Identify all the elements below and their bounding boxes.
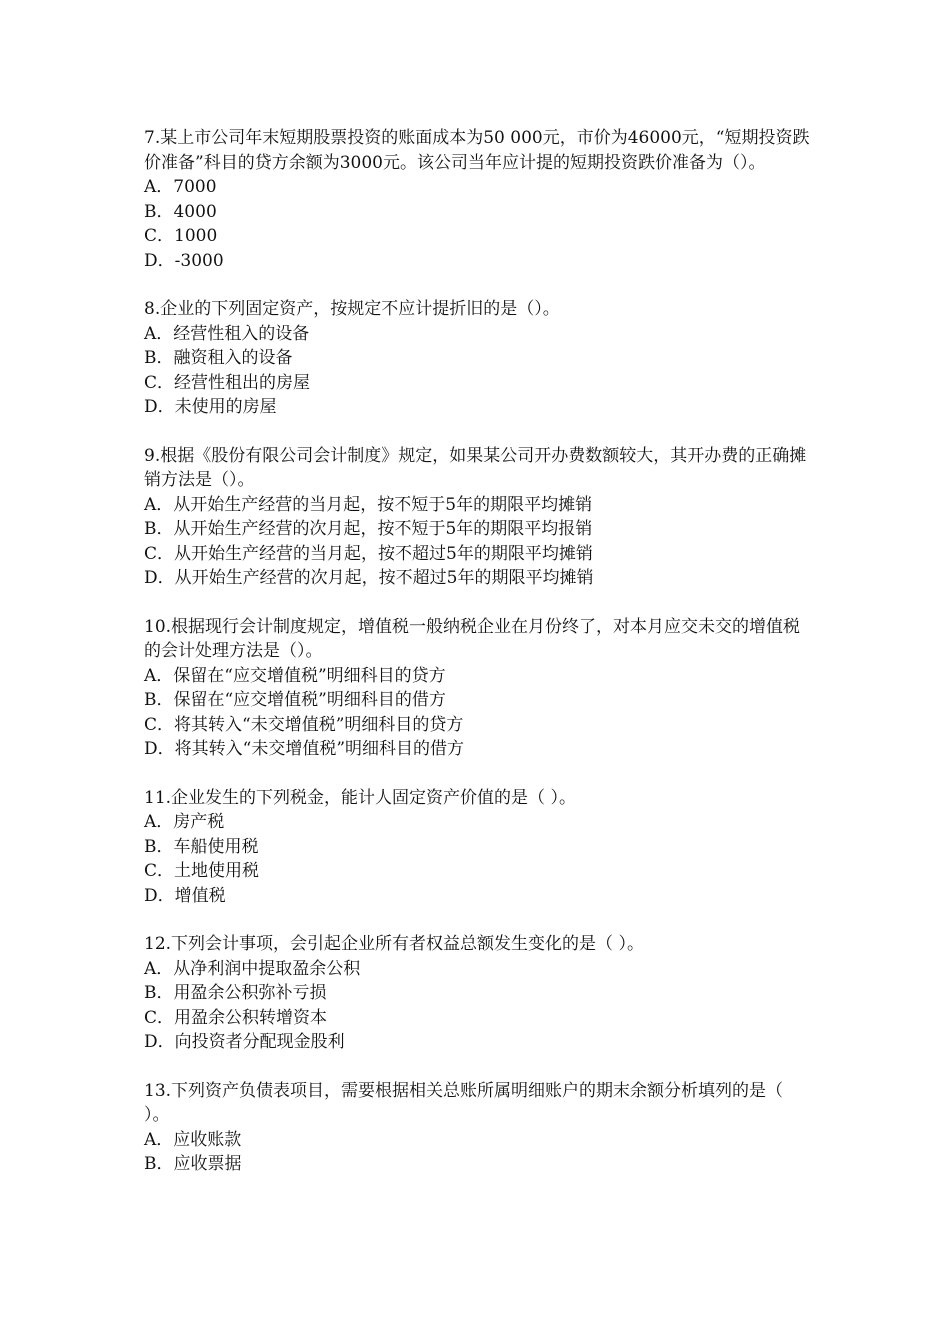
option-b: B．车船使用税: [144, 836, 259, 857]
question-stem: 13.下列资产负债表项目，需要根据相关总账所属明细账户的期末余额分析填列的是（ ）。: [144, 1080, 784, 1125]
option-b: B．应收票据: [144, 1154, 242, 1174]
option-d: D．未使用的房屋: [144, 397, 277, 417]
option-b: B．保留在“应交增值税”明细科目的借方: [144, 690, 446, 710]
option-c: C．用盈余公积转增资本: [144, 1007, 328, 1028]
option-a: A．从开始生产经营的当月起，按不短于5年的期限平均摊销: [144, 494, 593, 515]
option-c: C．土地使用税: [144, 861, 260, 881]
question-stem: 8.企业的下列固定资产，按规定不应计提折旧的是（）。: [144, 299, 560, 319]
question-stem: 10.根据现行会计制度规定，增值税一般纳税企业在月份终了，对本月应交未交的增值税的会计处理方法是（）。: [144, 616, 801, 661]
option-c: C．经营性租出的房屋: [144, 372, 311, 393]
option-d: D．从开始生产经营的次月起，按不超过5年的期限平均摊销: [144, 568, 594, 588]
option-d: D．将其转入“未交增值税”明细科目的借方: [144, 739, 465, 759]
question-12: [144, 932, 812, 1055]
option-a: A．保留在“应交增值税”明细科目的贷方: [144, 665, 446, 686]
question-stem: 7.某上市公司年末短期股票投资的账面成本为50 000元，市价为46000元，“短期投资跌价准备”科目的贷方余额为3000元。该公司当年应计提的短期投资跌价准备为（）。: [144, 128, 810, 173]
option-d: D．增值税: [144, 885, 226, 906]
option-a: A．房产税: [144, 812, 225, 832]
option-c: C．1000: [144, 226, 218, 246]
option-a: A．7000: [144, 177, 217, 197]
option-c: C．将其转入“未交增值税”明细科目的贷方: [144, 714, 464, 735]
option-d: D．-3000: [144, 250, 224, 271]
question-stem: 11.企业发生的下列税金，能计人固定资产价值的是（ ）。: [144, 787, 576, 808]
question-13: [144, 1079, 812, 1177]
question-8: [144, 297, 812, 420]
question-10: [144, 615, 812, 762]
option-a: A．应收账款: [144, 1129, 242, 1150]
document-page: [144, 126, 812, 1201]
question-11: [144, 786, 812, 909]
option-b: B．用盈余公积弥补亏损: [144, 983, 327, 1003]
option-d: D．向投资者分配现金股利: [144, 1032, 345, 1052]
question-9: [144, 444, 812, 591]
question-7: [144, 126, 812, 273]
option-a: A．从净利润中提取盈余公积: [144, 958, 361, 979]
question-stem: 9.根据《股份有限公司会计制度》规定，如果某公司开办费数额较大，其开办费的正确摊销方法是（）。: [144, 445, 807, 490]
option-b: B．从开始生产经营的次月起，按不短于5年的期限平均报销: [144, 519, 593, 539]
option-b: B．4000: [144, 201, 217, 222]
option-c: C．从开始生产经营的当月起，按不超过5年的期限平均摊销: [144, 543, 593, 564]
question-stem: 12.下列会计事项，会引起企业所有者权益总额发生变化的是（ ）。: [144, 934, 644, 954]
option-b: B．融资租入的设备: [144, 348, 293, 368]
option-a: A．经营性租入的设备: [144, 323, 310, 344]
